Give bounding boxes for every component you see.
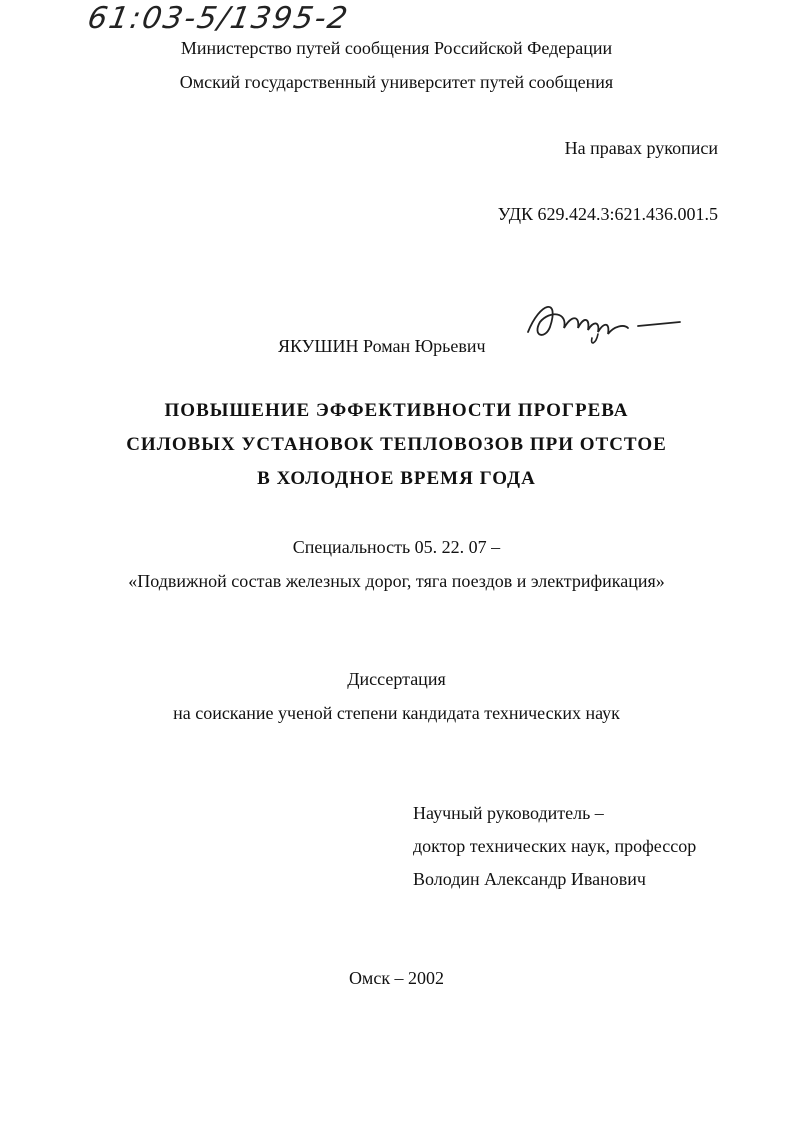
- ministry-name: Министерство путей сообщения Российской Федерации: [180, 38, 613, 58]
- manuscript-rights: На правах рукописи: [564, 138, 718, 158]
- supervisor-rank: доктор технических наук, профессор: [413, 836, 697, 856]
- work-type: Диссертация: [347, 669, 446, 689]
- supervisor-name: Володин Александр Иванович: [413, 869, 646, 889]
- specialty-code: Специальность 05. 22. 07 –: [292, 537, 501, 557]
- supervisor-role: Научный руководитель –: [413, 803, 604, 823]
- title-line-1: ПОВЫШЕНИЕ ЭФФЕКТИВНОСТИ ПРОГРЕВА: [164, 400, 629, 421]
- signature-icon: [520, 292, 690, 352]
- specialty-name: «Подвижной состав железных дорог, тяга поездов и электрификация»: [128, 571, 665, 591]
- udc-code: УДК 629.424.3:621.436.001.5: [497, 204, 718, 224]
- title-line-2: СИЛОВЫХ УСТАНОВОК ТЕПЛОВОЗОВ ПРИ ОТСТОЕ: [126, 434, 667, 455]
- title-line-3: В ХОЛОДНОЕ ВРЕМЯ ГОДА: [257, 468, 536, 489]
- archive-code-handwritten: 61:03-5/1395-2: [85, 1, 352, 36]
- place-and-year: Омск – 2002: [348, 968, 445, 988]
- university-name: Омский государственный университет путей сообщения: [179, 72, 614, 92]
- author-name: ЯКУШИН Роман Юрьевич: [278, 336, 486, 356]
- degree-sought: на соискание ученой степени кандидата технических наук: [173, 703, 620, 723]
